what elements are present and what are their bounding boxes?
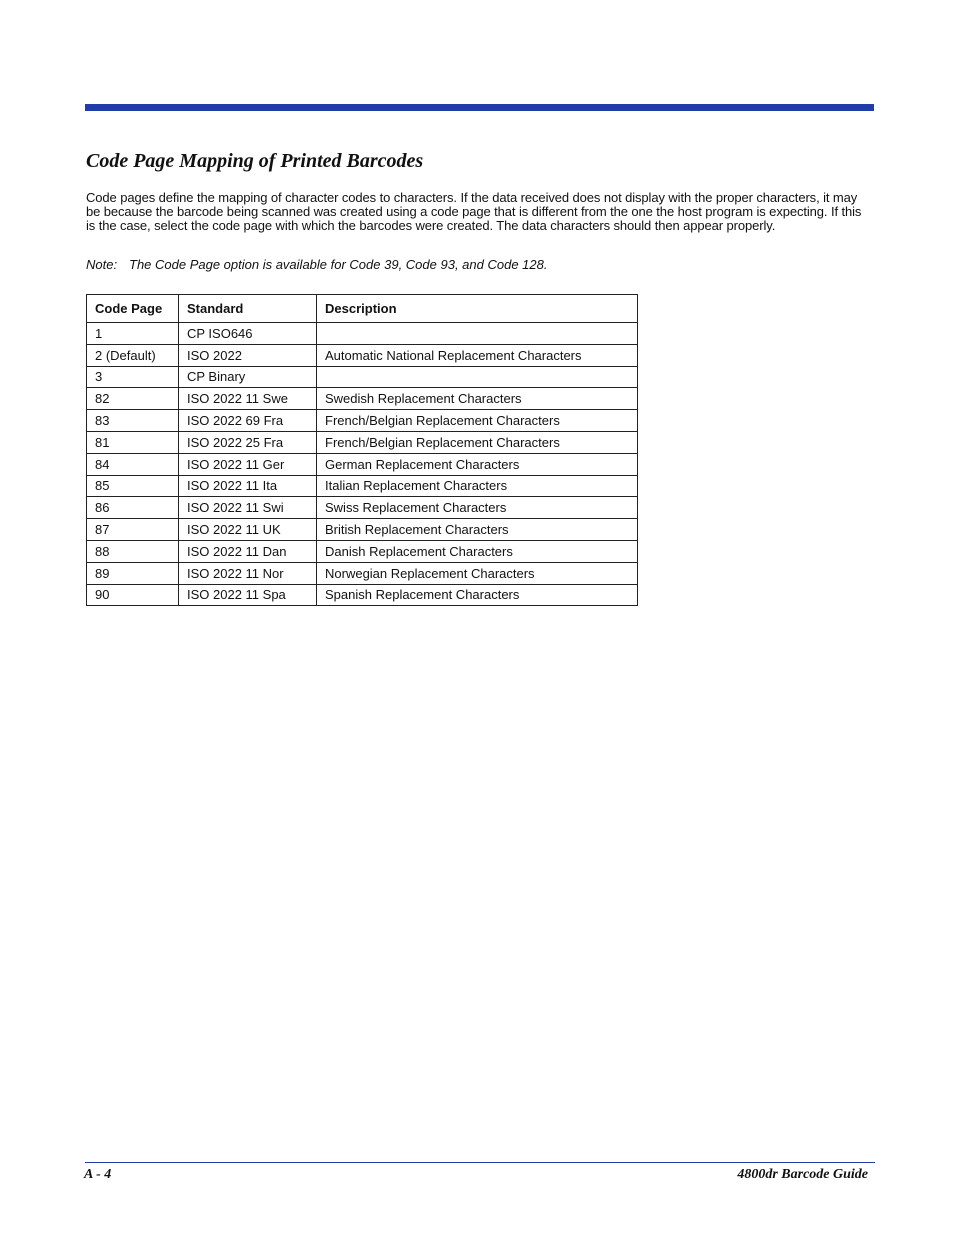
header-rule <box>85 104 874 111</box>
table-row <box>87 562 638 584</box>
section-title: Code Page Mapping of Printed Barcodes <box>86 150 424 172</box>
table-row <box>87 519 638 541</box>
cell-code-page: 88 <box>87 540 179 562</box>
cell-description: Danish Replacement Characters <box>317 540 638 562</box>
cell-description: Swiss Replacement Characters <box>317 497 638 519</box>
cell-description: Swedish Replacement Characters <box>317 388 638 410</box>
cell-standard: CP ISO646 <box>179 323 317 345</box>
code-page-table <box>86 294 638 606</box>
cell-standard: ISO 2022 25 Fra <box>179 431 317 453</box>
cell-description: Spanish Replacement Characters <box>317 584 638 606</box>
cell-description <box>317 366 638 388</box>
header-standard: Standard <box>179 295 317 323</box>
table-row <box>87 497 638 519</box>
table-row <box>87 453 638 475</box>
cell-description: British Replacement Characters <box>317 519 638 541</box>
table-row <box>87 366 638 388</box>
table-row <box>87 475 638 497</box>
cell-standard: ISO 2022 69 Fra <box>179 410 317 432</box>
table-row <box>87 431 638 453</box>
cell-code-page: 89 <box>87 562 179 584</box>
cell-standard: ISO 2022 11 UK <box>179 519 317 541</box>
cell-code-page: 81 <box>87 431 179 453</box>
cell-code-page: 86 <box>87 497 179 519</box>
cell-standard: ISO 2022 11 Spa <box>179 584 317 606</box>
header-description: Description <box>317 295 638 323</box>
cell-code-page: 84 <box>87 453 179 475</box>
header-code-page: Code Page <box>87 295 179 323</box>
table-row <box>87 410 638 432</box>
cell-standard: ISO 2022 11 Ita <box>179 475 317 497</box>
cell-code-page: 83 <box>87 410 179 432</box>
cell-description: French/Belgian Replacement Characters <box>317 410 638 432</box>
note-text: The Code Page option is available for Code 39, Code 93, and Code 128. <box>129 257 548 272</box>
page-number: A - 4 <box>84 1167 112 1182</box>
cell-description: Italian Replacement Characters <box>317 475 638 497</box>
cell-description: French/Belgian Replacement Characters <box>317 431 638 453</box>
footer-rule <box>85 1162 875 1163</box>
cell-standard: CP Binary <box>179 366 317 388</box>
table-row <box>87 344 638 366</box>
note <box>86 257 547 272</box>
cell-standard: ISO 2022 11 Swi <box>179 497 317 519</box>
table-row <box>87 584 638 606</box>
note-prefix: Note: <box>86 257 118 272</box>
cell-code-page: 90 <box>87 584 179 606</box>
table-row <box>87 540 638 562</box>
cell-standard: ISO 2022 11 Swe <box>179 388 317 410</box>
table-row <box>87 388 638 410</box>
table-row <box>87 323 638 345</box>
cell-code-page: 82 <box>87 388 179 410</box>
cell-code-page: 1 <box>87 323 179 345</box>
cell-standard: ISO 2022 11 Nor <box>179 562 317 584</box>
cell-code-page: 85 <box>87 475 179 497</box>
cell-code-page: 3 <box>87 366 179 388</box>
cell-description: Automatic National Replacement Characters <box>317 344 638 366</box>
cell-description <box>317 323 638 345</box>
cell-code-page: 2 (Default) <box>87 344 179 366</box>
cell-description: German Replacement Characters <box>317 453 638 475</box>
cell-standard: ISO 2022 <box>179 344 317 366</box>
intro-paragraph: Code pages define the mapping of character codes to characters. If the data received does not display with the proper characters, it may be because the barcode being scanned was created using a code page that is different from the one the host program is expecting. If this is the case, select the code page with which the barcodes were created. The data characters should then appear properly. <box>86 190 862 233</box>
table-header-row <box>87 295 638 323</box>
guide-title: 4800dr Barcode Guide <box>737 1167 868 1182</box>
cell-code-page: 87 <box>87 519 179 541</box>
cell-description: Norwegian Replacement Characters <box>317 562 638 584</box>
cell-standard: ISO 2022 11 Ger <box>179 453 317 475</box>
cell-standard: ISO 2022 11 Dan <box>179 540 317 562</box>
